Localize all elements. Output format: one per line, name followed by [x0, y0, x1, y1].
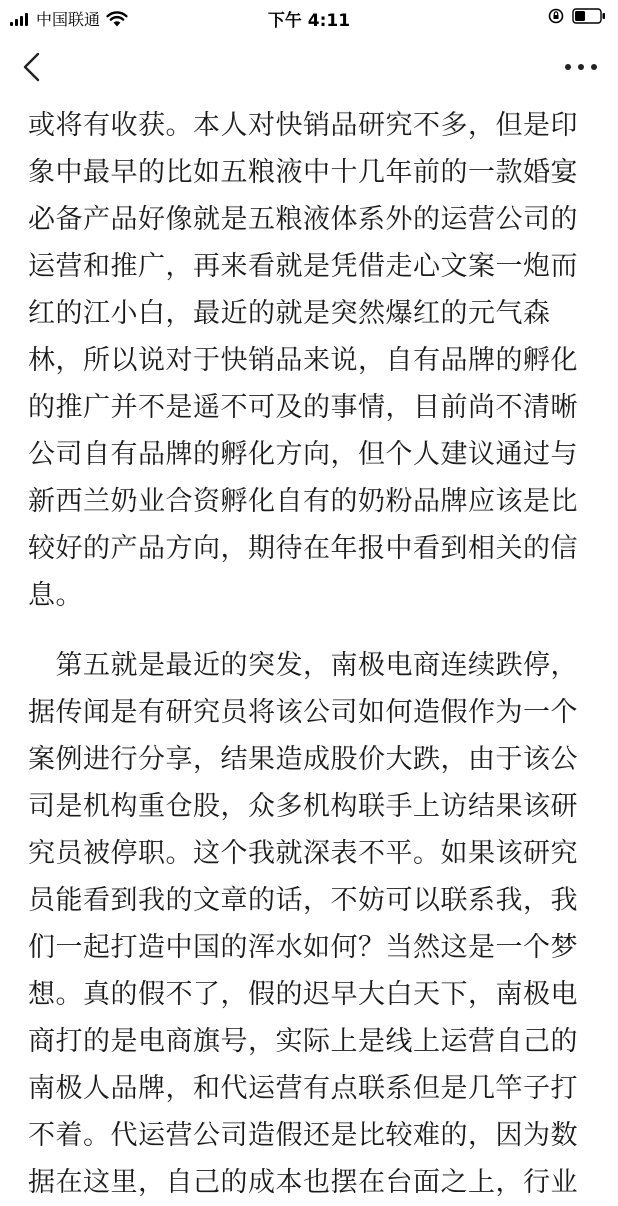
status-bar — [0, 0, 618, 36]
more-button[interactable] — [562, 50, 600, 84]
chevron-left-icon — [18, 50, 48, 84]
navigation-bar — [0, 36, 618, 96]
battery-icon — [572, 8, 606, 24]
article-body — [28, 102, 598, 1206]
back-button[interactable] — [18, 50, 48, 84]
rotation-lock-icon — [548, 8, 564, 24]
status-right — [548, 8, 606, 24]
article-paragraph: 或将有收获。本人对快销品研究不多，但是印象中最早的比如五粮液中十几年前的一款婚宴必备产品好像就是五粮液体系外的运营公司的运营和推广，再来看就是凭借走心文案一炮而红的江小白，最近的就是突然爆红的元气森林，所以说对于快销品来说，自有品牌的孵化的推广并不是遥不可及的事情，目前尚不清晰公司自有品牌的孵化方向，但个人建议通过与新西兰奶业合资孵化自有的奶粉品牌应该是比较好的产品方向，期待在年报中看到相关的信息。 — [28, 110, 578, 611]
carrier-name: 中国联通 — [36, 10, 101, 29]
article-paragraph: 第五就是最近的突发，南极电商连续跌停，据传闻是有研究员将该公司如何造假作为一个案例进行分享，结果造成股价大跌，由于该公司是机构重仓股，众多机构联手上访结果该研究员被停职。这个我就深表不平。如果该研究员能看到我的文章的话，不妨可以联系我，我们一起打造中国的浑水如何？当然这是一个梦想。真的假不了，假的迟早大白天下，南极电商打的是电商旗号，实际上是线上运营自己的南极人品牌，和代运营有点联系但是几竿子打不着。代运营公司造假还是比较难的，因为数据在这里，自己的成本也摆在台面之上，行业 — [28, 650, 578, 1198]
more-dots-icon — [562, 50, 600, 84]
status-time: 下午 4:11 — [267, 11, 351, 31]
